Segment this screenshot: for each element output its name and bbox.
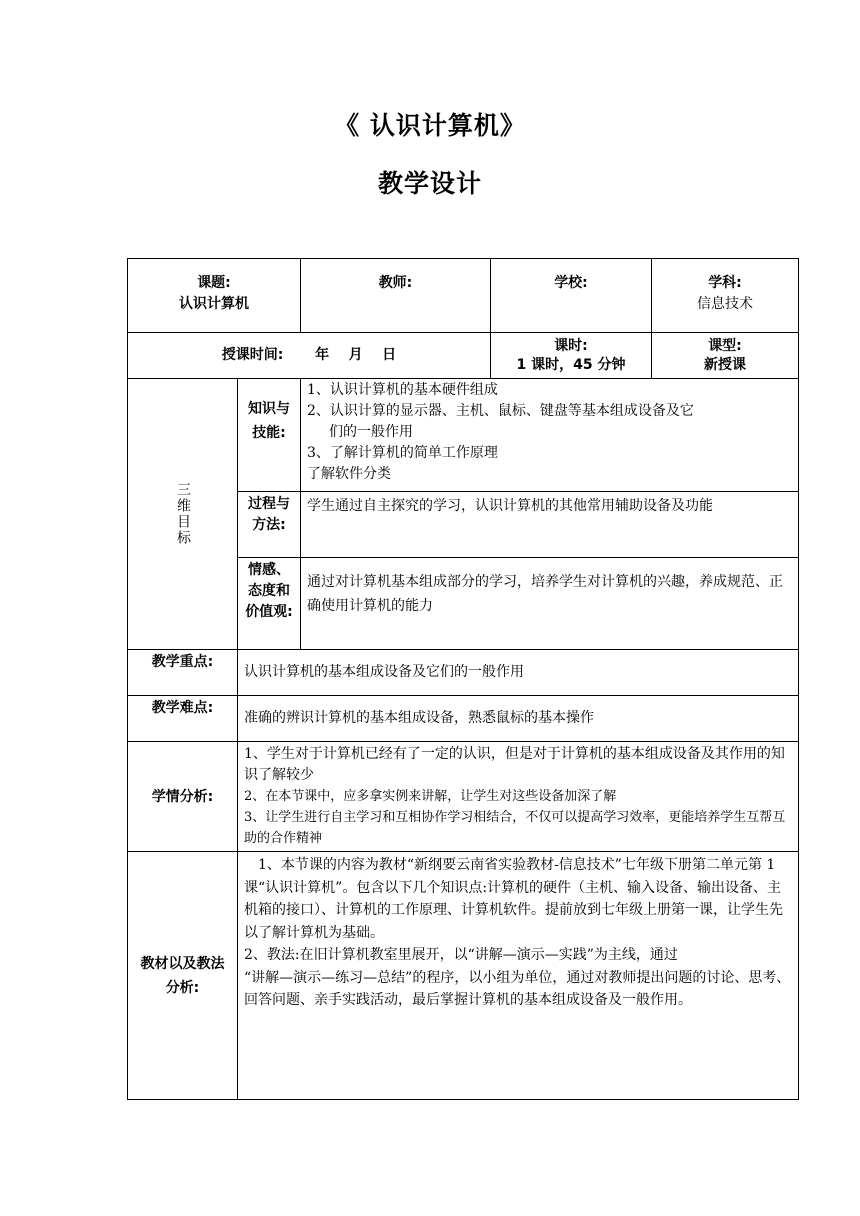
knowledge-line-1: 1、认识计算机的基本硬件组成 [307, 382, 498, 398]
topic-cell [128, 259, 301, 333]
topic-value: 认识计算机 [179, 296, 249, 312]
time-value: 年 月 日 [315, 347, 397, 363]
key-points-label: 教学重点: [128, 650, 238, 696]
knowledge-label: 知识与技能: [238, 379, 301, 492]
period-cell [491, 333, 652, 379]
learner-line-1: 1、学生对于计算机已经有了一定的认识，但是对于计算机的基本组成设备及其作用的知识了解较少 [244, 746, 785, 783]
header-row-1 [128, 259, 799, 333]
material-analysis-label: 教材以及教法分析: [128, 852, 238, 1100]
teacher-cell [301, 259, 491, 333]
header-row-2 [128, 333, 799, 379]
knowledge-line-5: 了解软件分类 [307, 466, 391, 482]
emotion-label: 情感、态度和价值观: [238, 558, 301, 650]
difficulties-label: 教学难点: [128, 696, 238, 742]
knowledge-content [301, 379, 799, 492]
topic-label: 课题: [197, 275, 231, 291]
type-cell [652, 333, 799, 379]
type-value: 新授课 [704, 356, 746, 373]
key-points-row [128, 650, 799, 696]
time-label: 授课时间: [221, 347, 284, 363]
goal-row-knowledge [128, 379, 799, 492]
subject-label: 学科: [708, 275, 742, 291]
document-subtitle: 教学设计 [377, 169, 482, 198]
time-cell [128, 333, 491, 379]
key-points-content: 认识计算机的基本组成设备及它们的一般作用 [238, 650, 799, 696]
learner-analysis-row [128, 742, 799, 852]
learner-analysis-content [238, 742, 799, 852]
process-label: 过程与方法: [238, 492, 301, 558]
knowledge-line-2: 2、认识计算的显示器、主机、鼠标、键盘等基本组成设备及它 [307, 403, 694, 419]
school-label: 学校: [554, 275, 588, 291]
period-label: 课时: [554, 337, 588, 354]
period-value: 1 课时，45 分钟 [516, 356, 626, 373]
difficulties-content: 准确的辨识计算机的基本组成设备，熟悉鼠标的基本操作 [238, 696, 799, 742]
goals-label: 三维目标 [175, 482, 191, 546]
material-analysis-row [128, 852, 799, 1100]
lesson-plan-table [127, 258, 799, 1100]
process-content: 学生通过自主探究的学习，认识计算机的其他常用辅助设备及功能 [301, 492, 799, 558]
type-label: 课型: [708, 337, 742, 354]
subject-value: 信息技术 [697, 296, 753, 312]
material-analysis-content [238, 852, 799, 1100]
difficulties-row [128, 696, 799, 742]
emotion-content: 通过对计算机基本组成部分的学习，培养学生对计算机的兴趣，养成规范、正确使用计算机的能力 [301, 558, 799, 650]
teacher-label: 教师: [378, 275, 413, 291]
document-title: 《 认识计算机》 [334, 111, 526, 140]
school-cell [491, 259, 652, 333]
material-para-3: “讲解—演示—练习—总结”的程序，以小组为单位，通过对教师提出问题的讨论、思考、回答问题、亲手实践活动，最后掌握计算机的基本组成设备及一般作用。 [244, 969, 791, 1008]
learner-line-3: 3、让学生进行自主学习和互相协作学习相结合，不仅可以提高学习效率，更能培养学生互帮互助的合作精神 [244, 810, 786, 846]
goals-label-cell [128, 379, 238, 650]
material-para-1: 1、本节课的内容为教材“新纲要云南省实验教材-信息技术”七年级下册第二单元第 1 课“认识计算机”。包含以下几个知识点:计算机的硬件（主机、输入设备、输出设备、主机箱的接口）、计算机的工作原理、计算机软件。提前放到七年级上册第一课，让学生先以了解计算机为基础。 [244, 857, 783, 941]
knowledge-line-3: 们的一般作用 [329, 424, 413, 440]
material-para-2: 2、教法:在旧计算机教室里展开，以“讲解—演示—实践”为主线，通过 [244, 947, 678, 963]
knowledge-line-4: 3、了解计算机的简单工作原理 [307, 445, 498, 461]
learner-line-2: 2、在本节课中，应多拿实例来讲解，让学生对这些设备加深了解 [244, 789, 617, 804]
learner-analysis-label: 学情分析: [128, 742, 238, 852]
subject-cell [652, 259, 799, 333]
